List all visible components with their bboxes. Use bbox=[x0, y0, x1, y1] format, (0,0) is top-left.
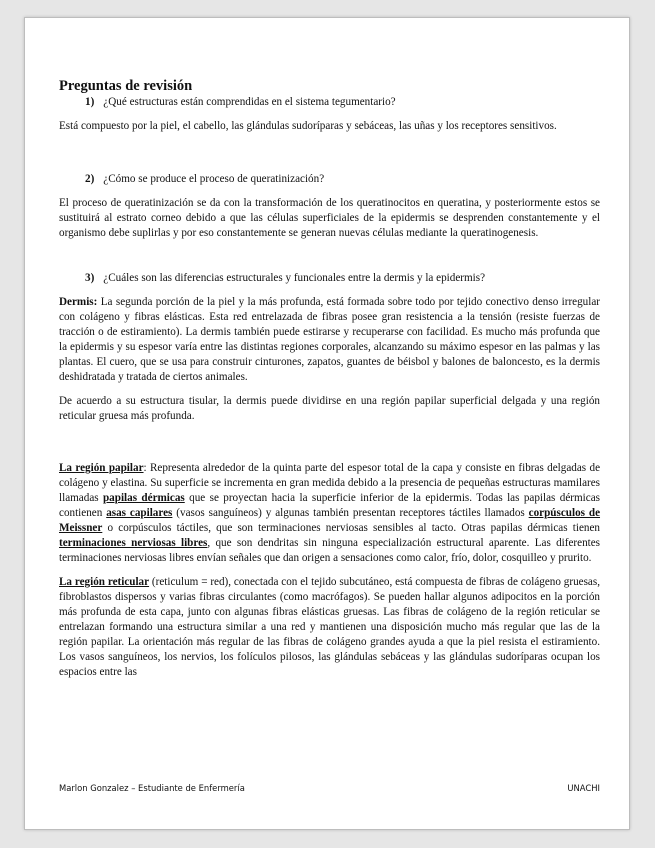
dermis-paragraph bbox=[59, 295, 600, 385]
papilar-label: La región papilar bbox=[59, 462, 144, 474]
footer-author: Marlon Gonzalez – Estudiante de Enfermería bbox=[59, 783, 245, 793]
papilar-text: o corpúsculos táctiles, que son terminaciones nerviosas sensibles al tacto. Otras papilas dérmicas tienen bbox=[102, 522, 600, 534]
question-text: ¿Cuáles son las diferencias estructurales y funcionales entre la dermis y la epidermis? bbox=[103, 272, 486, 284]
division-paragraph: De acuerdo a su estructura tisular, la dermis puede dividirse en una región papilar superficial delgada y una región reticular gruesa más profunda. bbox=[59, 395, 600, 422]
keyword-corpusculos-meissner: corpúsculos de Meissner bbox=[59, 507, 601, 534]
question-number: 1) bbox=[85, 96, 95, 108]
reticular-label: La región reticular bbox=[59, 576, 150, 588]
keyword-asas-capilares: asas capilares bbox=[106, 507, 173, 519]
dermis-text: La segunda porción de la piel y la más profunda, está formada sobre todo por tejido conectivo denso irregular con colágeno y fibras elásticas. Esta red entrelazada de fibras posee gran resistencia a la tensión (resiste fuerzas de tracción o de estiramiento). La dermis también puede estirarse y recuperarse con facilidad. Es mucho más profunda que la epidermis y su espesor varía entre las distintas regiones corporales, alcanzando su máximo espesor en las palmas y las plantas. El cuero, que se usa para construir cinturones, zapatos, guantes de béisbol y balones de baloncesto, es la dermis deshidratada y tratada de ciertos animales. bbox=[59, 296, 600, 383]
question-3 bbox=[85, 271, 600, 286]
footer-institution: UNACHI bbox=[567, 783, 600, 793]
answer-1: Está compuesto por la piel, el cabello, las glándulas sudoríparas y sebáceas, las uñas y los receptores sensitivos. bbox=[59, 120, 557, 132]
page-content bbox=[59, 78, 600, 680]
reticular-paragraph bbox=[59, 575, 600, 680]
papilar-paragraph bbox=[59, 461, 600, 566]
question-number: 3) bbox=[85, 272, 95, 284]
question-2 bbox=[85, 172, 600, 187]
question-text: ¿Qué estructuras están comprendidas en el sistema tegumentario? bbox=[103, 96, 396, 108]
question-number: 2) bbox=[85, 173, 95, 185]
dermis-label: Dermis: bbox=[59, 296, 98, 308]
papilar-text: : Representa alrededor de la quinta parte del espesor total de la capa y consiste en fibras delgadas de colágeno y elastina. Su superficie se incrementa en gran medida debido a la presencia de pequeñas estructuras mamilares llamadas bbox=[59, 462, 601, 504]
reticular-text: (reticulum = red), conectada con el tejido subcutáneo, está compuesta de fibras de colágeno gruesas, fibroblastos dispersos y varias fibras circulantes (como macrófagos). Se pueden hallar algunos adipocitos en la porción más profunda de esta capa, junto con algunas fibras elásticas gruesas. Las fibras de colágeno de la región reticular se entrelazan formando una estructura similar a una red y mantienen una disposición mucho más regular que las de la región papilar. La orientación más regular de las fibras de colágeno grandes ayuda a que la piel resista el estiramiento. Los vasos sanguíneos, los nervios, los folículos pilosos, las glándulas sebáceas y las glándulas sudoríparas ocupan los espacios entre las bbox=[59, 576, 600, 678]
page-footer bbox=[59, 783, 600, 793]
papilar-text: , que son dendritas sin ninguna especialización estructural aparente. Las diferentes terminaciones nerviosas libres envían señales que dan origen a sensaciones como calor, frío, dolor, cosquilleo y prurito. bbox=[59, 537, 601, 564]
keyword-terminaciones-nerviosas: terminaciones nerviosas libres bbox=[59, 537, 208, 549]
papilar-text: que se proyectan hacia la superficie inferior de la epidermis. Todas las papilas dérmicas contienen bbox=[59, 492, 600, 519]
answer-2: El proceso de queratinización se da con la transformación de los queratinocitos en queratina, y posteriormente estos se sustituirá al estrato corneo debido a que las células superficiales de la epidermis se desprenden constantemente y el organismo debe suplirlas y por eso constantemente se generan nuevas células mediante la queratinogenesis. bbox=[59, 197, 600, 239]
section-title: Preguntas de revisión bbox=[59, 78, 193, 94]
papilar-text: (vasos sanguíneos) y algunas también presentan receptores táctiles llamados bbox=[172, 507, 529, 519]
question-text: ¿Cómo se produce el proceso de queratinización? bbox=[103, 173, 325, 185]
document-page bbox=[24, 17, 630, 830]
keyword-papilas-dermicas: papilas dérmicas bbox=[102, 492, 185, 504]
question-1 bbox=[85, 95, 600, 110]
